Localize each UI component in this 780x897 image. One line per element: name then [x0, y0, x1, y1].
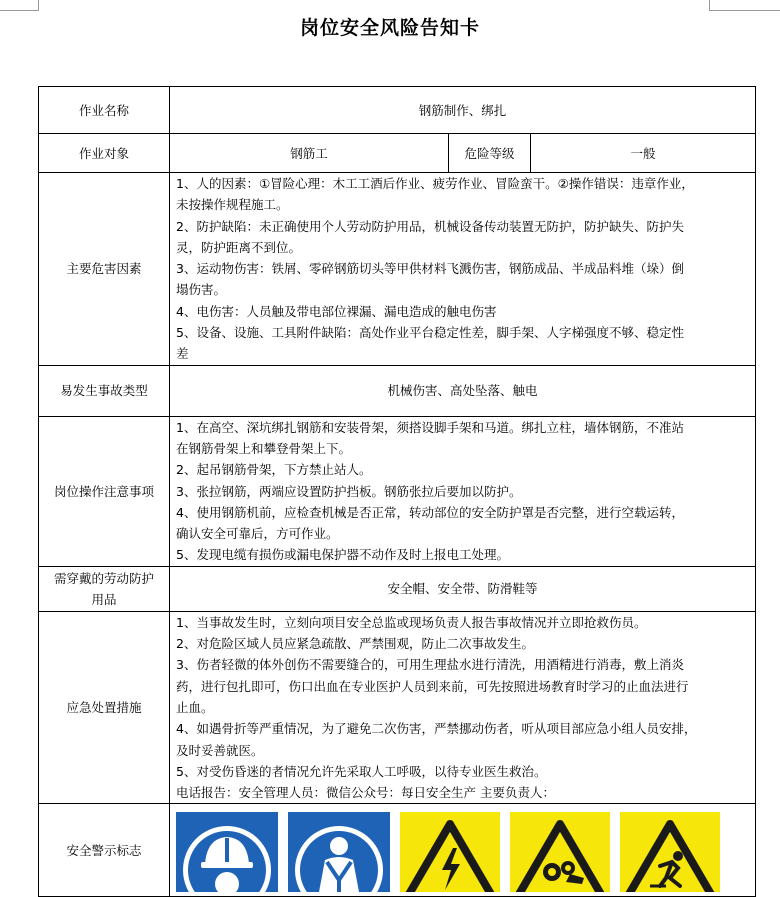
notes-line: 5、发现电缆有损伤或漏电保护器不动作及时上报电工处理。	[176, 547, 509, 563]
notes-line: 在钢筋骨架上和攀登骨架上下。	[176, 440, 352, 456]
emergency-label: 应急处置措施	[39, 611, 170, 804]
hazards-line: 未按操作规程施工。	[176, 197, 289, 213]
notes-line: 1、在高空、深坑绑扎钢筋和安装骨架，须搭设脚手架和马道。绑扎立柱，墙体钢筋，不准站	[176, 419, 684, 435]
hazards-line: 1、人的因素：①冒险心理：木工工酒后作业、疲劳作业、冒险蛮干。②操作错误：违章作业，	[176, 176, 694, 191]
emergency-line: 4、如遇骨折等严重情况，为了避免二次伤害，严禁挪动伤者，听从项目部应急小组人员安排，	[176, 721, 697, 737]
ppe-value: 安全帽、安全带、防滑鞋等	[170, 566, 756, 611]
accident-types-label: 易发生事故类型	[39, 365, 170, 416]
emergency-line: 止血。	[176, 699, 214, 715]
risk-level-label: 危险等级	[449, 134, 531, 173]
accident-types-value: 机械伤害、高处坠落、触电	[170, 365, 756, 416]
notes-line: 确认安全可靠后，方可作业。	[176, 526, 339, 542]
row-hazards	[39, 173, 756, 366]
ppe-label-line: 用品	[91, 591, 117, 607]
hazards-line: 2、防护缺陷：未正确使用个人劳动防护用品，机械设备传动装置无防护，防护缺失、防护失	[176, 218, 684, 234]
job-name-value: 钢筋制作、绑扎	[170, 87, 756, 134]
emergency-line: 及时妥善就医。	[176, 742, 264, 758]
safety-harness-icon	[289, 812, 389, 892]
ppe-label-line: 需穿戴的劳动防护	[53, 570, 154, 586]
row-job-name	[39, 87, 756, 134]
job-target-value: 钢筋工	[170, 134, 449, 173]
job-target-label: 作业对象	[39, 134, 170, 173]
electric-shock-warning-sign	[400, 812, 500, 892]
job-name-label: 作业名称	[39, 87, 170, 134]
hazards-content	[170, 173, 756, 366]
safety-signs-label: 安全警示标志	[39, 804, 170, 897]
notes-line: 3、张拉钢筋，两端应设置防护挡板。钢筋张拉后要加以防护。	[176, 483, 522, 499]
notes-line: 4、使用钢筋机前，应检查机械是否正常，转动部位的安全防护罩是否完整，进行空载运转，	[176, 504, 684, 520]
safety-signs-strip	[176, 804, 749, 896]
hazards-line: 5、设备、设施、工具附件缺陷：高处作业平台稳定性差，脚手架、人字梯强度不够、稳定性	[176, 325, 684, 341]
wear-helmet-sign	[176, 812, 278, 892]
mechanical-injury-warning-sign	[510, 812, 610, 892]
page-corner-mark-left	[0, 0, 39, 11]
row-safety-signs	[39, 804, 756, 897]
emergency-line: 2、对危险区域人员应紧急疏散、严禁围观，防止二次事故发生。	[176, 636, 534, 652]
row-accident-types	[39, 365, 756, 416]
hazards-line: 灵，防护距离不到位。	[176, 239, 302, 255]
emergency-line: 5、对受伤昏迷的者情况允许先采取人工呼吸，以待专业医生救治。	[176, 763, 547, 779]
risk-card-table	[38, 86, 756, 897]
page-title: 岗位安全风险告知卡	[299, 17, 480, 39]
emergency-line: 药，进行包扎即可，伤口出血在专业医护人员到来前，可先按照进场教育时学习的止血法进行	[176, 678, 689, 694]
operation-notes-label: 岗位操作注意事项	[39, 416, 170, 566]
wear-safety-harness-sign	[288, 812, 390, 892]
emergency-line: 电话报告：安全管理人员：微信公众号：每日安全生产 主要负责人：	[176, 785, 555, 801]
helmet-icon	[177, 812, 277, 892]
hazards-line: 差	[176, 346, 189, 362]
hazards-line: 3、运动物伤害：铁屑、零碎钢筋切头等甲供材料飞溅伤害，钢筋成品、半成品料堆（垛）倒	[176, 261, 684, 277]
emergency-line: 1、当事故发生时，立刻向项目安全总监或现场负责人报告事故情况并立即抢救伤员。	[176, 614, 647, 630]
emergency-content	[170, 611, 756, 804]
gear-entanglement-warning-icon	[510, 812, 610, 892]
risk-level-value: 一般	[531, 134, 756, 173]
notes-line: 2、起吊钢筋骨架，下方禁止站人。	[176, 462, 372, 478]
page-corner-mark-right	[709, 0, 780, 11]
emergency-line: 3、伤者轻微的体外创伤不需要缝合的，可用生理盐水进行清洗，用酒精进行消毒，敷上消炎	[176, 657, 684, 673]
falling-person-warning-icon	[620, 812, 720, 892]
operation-notes-content	[170, 416, 756, 566]
hazards-line: 4、电伤害：人员触及带电部位裸漏、漏电造成的触电伤害	[176, 303, 497, 319]
safety-signs-content	[170, 804, 756, 897]
row-job-target	[39, 134, 756, 173]
fall-from-height-warning-sign	[620, 812, 720, 892]
row-emergency	[39, 611, 756, 804]
hazards-label: 主要危害因素	[39, 173, 170, 366]
row-operation-notes	[39, 416, 756, 566]
hazards-line: 塌伤害。	[176, 282, 227, 298]
ppe-label	[39, 566, 170, 611]
high-voltage-warning-icon	[400, 812, 500, 892]
row-ppe	[39, 566, 756, 611]
